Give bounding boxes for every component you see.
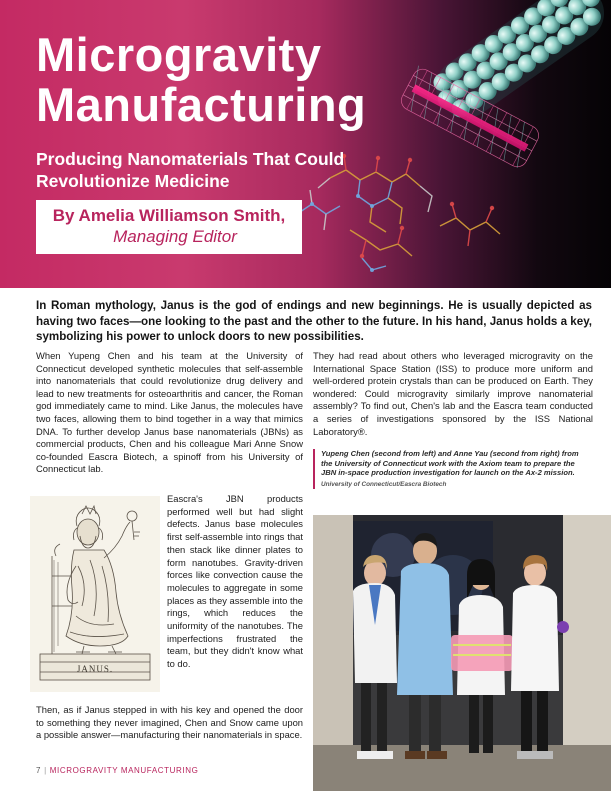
author-name: By Amelia Williamson Smith, <box>52 206 286 225</box>
body-paragraph-1: When Yupeng Chen and his team at the University of Connecticut developed synthetic molecules that self-assemble into nanomaterials that could revolutionize drug delivery and lead to new treatments for osteoarthritis and cancer, the Roman god immediately came to mind. Like Janus, the molecules have two faces, allowing them to bind together in a way that mimics DNA. To further develop Janus base nanomaterials (JBNs) as commercial products, Chen and his colleague Mari Anne Snow co-founded Eascra Biotech, a spinoff from his University of Connecticut lab. <box>36 350 303 475</box>
janus-illustration <box>30 496 160 692</box>
body-paragraph-4: They had read about others who leveraged microgravity on the International Space Station (ISS) to produce more uniform and well-ordered protein crystals than can be produced on Earth. They wondered: Could microgravity similarly improve nanomaterial assembly? To find out, Chen's lab and the Eascra team conducted a series of investigations sponsored by the ISS National Laboratory®. <box>313 350 593 437</box>
footer-separator: | <box>44 766 47 775</box>
article-title: Microgravity Manufacturing <box>36 28 367 131</box>
lead-paragraph: In Roman mythology, Janus is the god of endings and new beginnings. He is usually depicted as having two faces—one looking to the past and the other to the future. In his hand, Janus holds a key, symbolizing his power to unlock doors to new possibilities. <box>36 299 592 343</box>
section-name: MICROGRAVITY MANUFACTURING <box>49 766 199 775</box>
page-number: 7 <box>36 766 42 775</box>
page-footer <box>36 766 296 775</box>
team-photo <box>313 515 611 791</box>
article-subtitle: Producing Nanomaterials That Could Revolutionize Medicine <box>36 149 345 191</box>
photo-credit: University of Connecticut/Eascra Biotech <box>321 480 447 488</box>
janus-engraving <box>30 496 160 692</box>
author-role: Managing Editor <box>113 227 237 246</box>
byline <box>36 200 302 254</box>
janus-caption-label: JANUS. <box>76 664 114 674</box>
body-paragraph-2: Eascra's JBN products performed well but had slight defects. Janus base molecules first self-assemble into rings that then stack like dinner plates to form nanotubes. Gravity-driven forces like convection cause the molecules to aggregate in some places as they assemble into the rings, which reduces the uniformity of the nanotubes. The imperfections frustrated the team, but they didn't know what to do. <box>167 493 304 670</box>
caption-text: Yupeng Chen (second from left) and Anne Yau (second from right) from the University of Connecticut work with the Axiom team to prepare the JBN in-space production investigation for launch on the Ax-2 mission. <box>321 449 579 478</box>
photo-caption <box>313 449 591 489</box>
body-paragraph-3: Then, as if Janus stepped in with his key and opened the door to something they never imagined, Chen and Snow came upon a possible answer—manufacturing their nanomaterials in space. <box>36 704 303 741</box>
hero-banner <box>0 0 611 288</box>
team-photo-image <box>313 515 611 791</box>
